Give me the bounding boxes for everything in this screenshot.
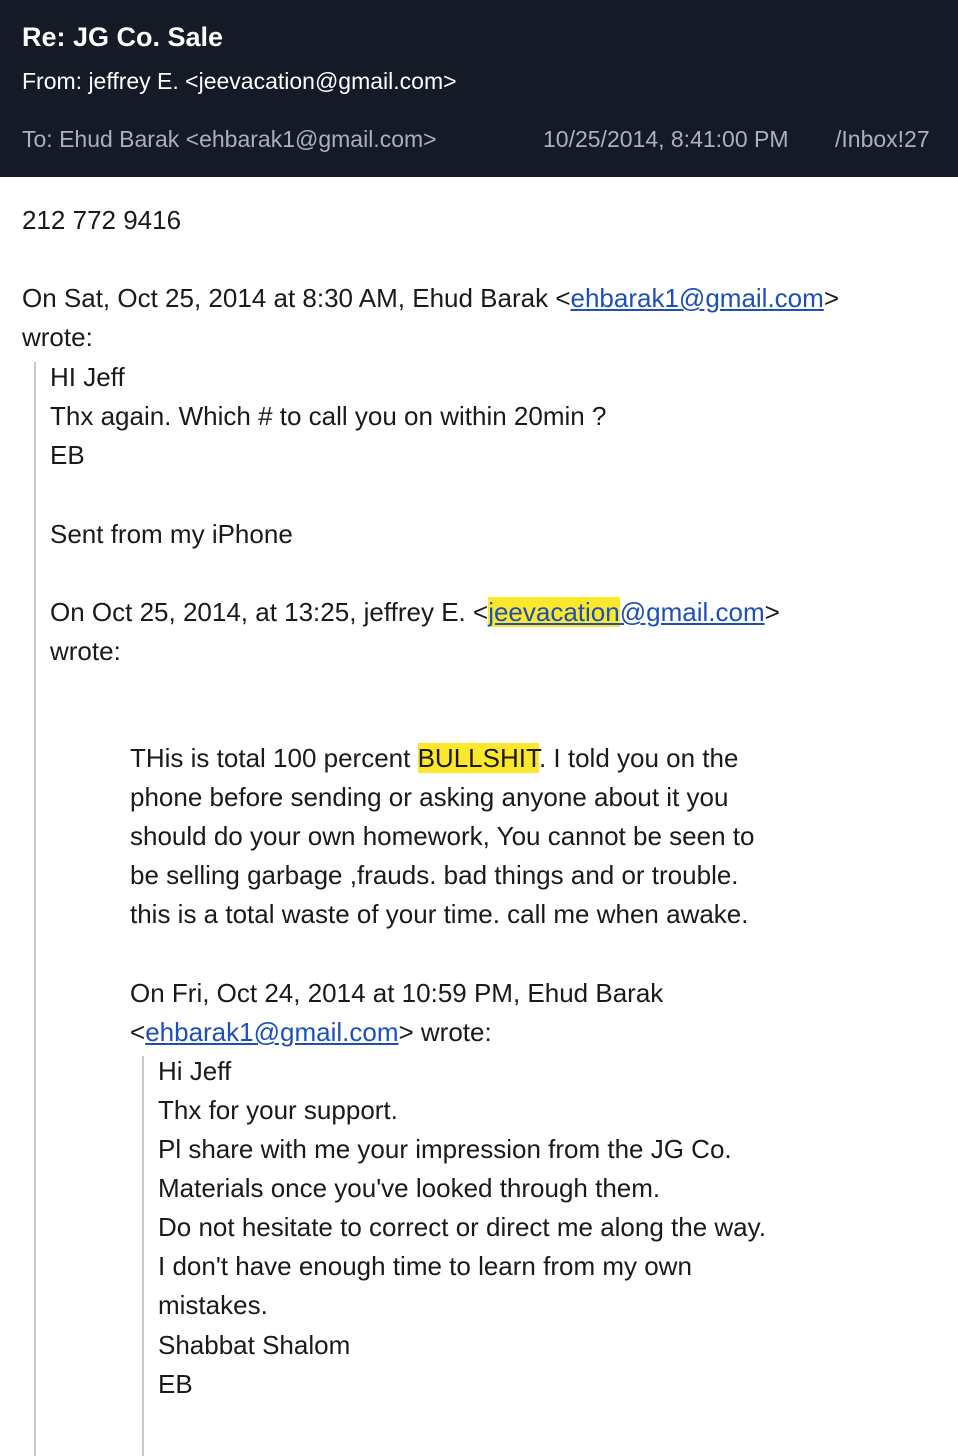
phone-number: 212 772 9416 (22, 205, 182, 235)
quote3-line: Pl share with me your impression from the JG Co. (158, 1134, 732, 1164)
jeff-msg-text: THis is total 100 percent (130, 743, 418, 773)
quote3-line: Do not hesitate to correct or direct me along the way. (158, 1212, 766, 1242)
jeff-message-line: this is a total waste of your time. call me when awake. (130, 899, 749, 929)
quote2-email-rest: @gmail.com (619, 597, 765, 627)
quote-bar-level1 (34, 362, 36, 1456)
quote2-attr-suffix: > (764, 597, 780, 627)
email-subject: Re: JG Co. Sale (22, 22, 224, 52)
quote1-attribution (22, 283, 839, 314)
quote3-line: Hi Jeff (158, 1056, 232, 1086)
email-header (0, 0, 958, 177)
quote2-wrote: wrote: (50, 636, 121, 666)
quote1-line: Sent from my iPhone (50, 519, 293, 549)
quote2-attr-prefix: On Oct 25, 2014, at 13:25, jeffrey E. < (50, 597, 489, 627)
jeff-message-line: be selling garbage ,frauds. bad things and or trouble. (130, 860, 739, 890)
quote1-wrote: wrote: (22, 322, 93, 352)
quote1-attr-suffix: > (823, 283, 839, 313)
jeff-message-line: should do your own homework, You cannot be seen to (130, 821, 755, 851)
quote3-line: Shabbat Shalom (158, 1330, 351, 1360)
quote3-line: mistakes. (158, 1290, 268, 1320)
quote1-line: Thx again. Which # to call you on within 20min ? (50, 401, 607, 431)
quote3-line: Materials once you've looked through them. (158, 1173, 661, 1203)
email-to: To: Ehud Barak <ehbarak1@gmail.com> (22, 126, 437, 152)
quote3-attr-suffix: > wrote: (398, 1017, 492, 1047)
quote1-email-link[interactable]: ehbarak1@gmail.com (570, 283, 824, 313)
quote3-email-link[interactable]: ehbarak1@gmail.com (145, 1017, 399, 1047)
quote1-attr-prefix: On Sat, Oct 25, 2014 at 8:30 AM, Ehud Barak < (22, 283, 571, 313)
quote3-attr-prefix: < (130, 1017, 146, 1047)
quote1-line: EB (50, 440, 85, 470)
jeff-msg-text: . I told you on the (538, 743, 739, 773)
quote3-attribution: On Fri, Oct 24, 2014 at 10:59 PM, Ehud Barak (130, 978, 664, 1008)
quote2-email-link[interactable] (488, 597, 764, 627)
email-from: From: jeffrey E. <jeevacation@gmail.com> (22, 68, 457, 94)
quote-bar-level2 (142, 1056, 144, 1456)
quote3-line: I don't have enough time to learn from my own (158, 1251, 692, 1281)
quote3-line: EB (158, 1369, 193, 1399)
jeff-message-line: phone before sending or asking anyone about it you (130, 782, 729, 812)
email-date: 10/25/2014, 8:41:00 PM (543, 126, 789, 152)
quote3-attribution-email (130, 1017, 492, 1048)
email-folder: /Inbox!27 (835, 126, 930, 152)
quote2-attribution (50, 597, 780, 628)
quote3-line: Thx for your support. (158, 1095, 398, 1125)
jeff-message-line (130, 743, 738, 774)
quote1-line: HI Jeff (50, 362, 125, 392)
highlighted-text: BULLSHIT (417, 743, 539, 773)
highlighted-text: jeevacation (488, 597, 620, 627)
